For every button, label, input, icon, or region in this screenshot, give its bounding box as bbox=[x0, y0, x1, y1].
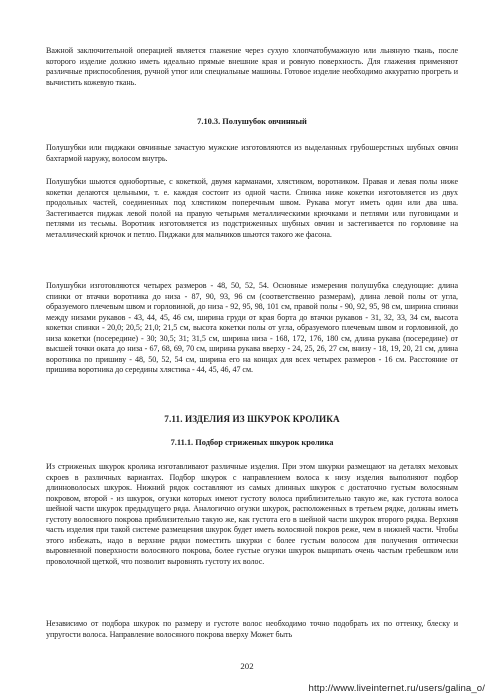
watermark-url: http://www.liveinternet.ru/users/galina_o/ bbox=[308, 683, 485, 694]
section-heading-rabbit-selection: 7.11.1. Подбор стриженых шкурок кролика bbox=[170, 438, 334, 447]
paragraph-intro: Важной заключительной операцией является глажение через сухую хлопчатобумажную или льняную ткань, после которого изделие должно иметь идеально прямые внешние края и ровную поверхность. Для глажения применяют различные приспособления, ручной утюг или специальные машины. Готовое изделие необходимо аккуратно прогреть и вычистить кожевую ткань. bbox=[46, 46, 458, 87]
paragraph-sheepskin-construction: Полушубки шьются однобортные, с кокеткой, двумя карманами, хлястиком, воротником. Правая и левая полы ниже кокетки делаются цельными, т. е. каждая состоит из одной части. Спинка ниже кокетки изготовляется из двух продольных частей, соединенных под хлястиком поперечным швом. Рукава могут иметь один или два шва. Застегивается пиджак левой полой на правую четырьмя металлическими крючками и петлями или пуговицами и петлями из тесьмы. Воротник изготовляется из подстриженных шубных овчин и застегивается по горловине на металлический крючок и петлю. Пиджаки для мальчиков шьются такого же фасона. bbox=[46, 177, 458, 239]
page-number: 202 bbox=[240, 661, 254, 671]
section-heading-rabbit-products: 7.11. ИЗДЕЛИЯ ИЗ ШКУРОК КРОЛИКА bbox=[164, 414, 340, 424]
paragraph-sheepskin-sizes: Полушубки изготовляются четырех размеров - 48, 50, 52, 54. Основные измерения полушубка следующие: длина спинки от втачки воротника до низа - 87, 90, 93, 96 см (соответственно размерам), длина левой полы от угла, образуемого плечевым швом и горловиной, до низа - 92, 95, 98, 101 см, правой полы - 90, 92, 95, 98 см, ширина спинки между низами рукавов - 43, 44, 45, 46 см, ширина груди от края борта до втачки рукавов - 31, 32, 33, 34 см, высота кокетки спинки - 20,0; 20,5; 21,0; 21,5 см, высота кокетки полы от угла, образуемого плечевым швом и горловиной, до низа кокетки (посередине) - 30; 30,5; 31; 31,5 см, ширина низа - 168, 172, 176, 180 см, длина рукава (посередине) от высшей точки оката до низа - 67, 68, 69, 70 см, ширина рукава вверху - 24, 25, 26, 27 см, внизу - 18, 19, 20, 21 см, длина воротника по пришиву - 48, 50, 52, 54 см, ширина его на концах для всех четырех размеров - 16 см. Расстояние от пришива воротника до середины хлястика - 44, 45, 46, 47 см. bbox=[46, 281, 458, 375]
paragraph-rabbit-selection: Из стриженых шкурок кролика изготавливают различные изделия. При этом шкурки размещают на деталях меховых скроев в различных вариантах. Подбор шкурок с направлением волоса к низу изделия выполняют подбор длинноволосых шкурок. Нижний рядок составляют из самых длинных шкурок с достаточно густым волосяным покровом, второй - из шкурок, огузки которых имеют густоту волоса приблизительно такую же, как густота волоса шейной части шкурок предыдущего ряда. Аналогично огузки шкурок, расположенных в третьем рядке, должны иметь густоту волосяного покрова приблизительно такую же, как густота его в шейной части шкурок второго рядка. Верхняя часть изделия при такой системе размещения шкурок будет иметь волосяной покров реже, чем в нижней части. Чтобы этого избежать, надо в верхние рядки поместить шкурки с более густым волосом для получения оптически выровненной поверхности волосяного покрова, более густые огузки шкурок выщипать очень частым гребешком или проволочной щеткой, что позволит выровнять густоту их волос. bbox=[46, 462, 458, 566]
paragraph-rabbit-matching: Независимо от подбора шкурок по размеру и густоте волос необходимо точно подобрать их по оттенку, блеску и упругости волоса. Направление волосяного покрова вверху Может быть bbox=[46, 619, 458, 639]
paragraph-sheepskin-intro: Полушубки или пиджаки овчинные зачастую мужские изготовляются из выделанных грубошерстных шубных овчин бахтармой наружу, волосом внутрь. bbox=[46, 143, 458, 163]
section-heading-sheepskin-coat: 7.10.3. Полушубок овчинный bbox=[197, 117, 307, 126]
